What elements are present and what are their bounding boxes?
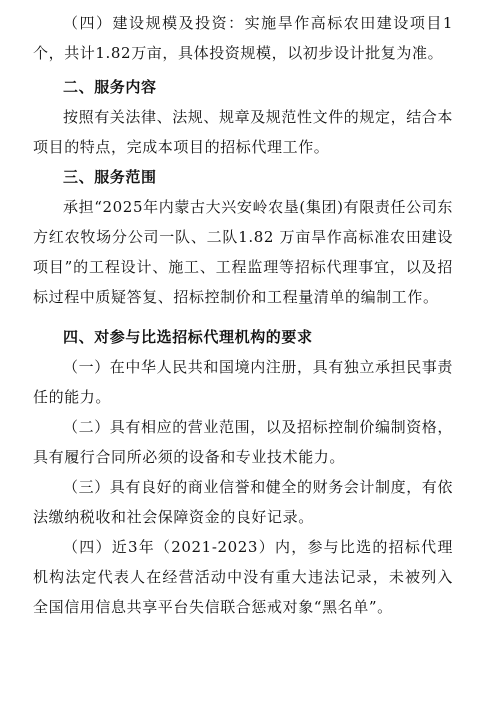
heading-service-content: 二、服务内容 bbox=[63, 78, 157, 96]
requirement-1: （一）在中华人民共和国境内注册，具有独立承担民事责任的能力。 bbox=[33, 358, 454, 406]
paragraph-service-scope: 承担“2025年内蒙古大兴安岭农垦(集团)有限责任公司东方红农牧场分公司一队、二队1.82 万亩旱作高标准农田建设项目”的工程设计、施工、工程监理等招标代理事宜，以及招标过程中质疑答复、招标控制价和工程量清单的编制工作。 bbox=[33, 198, 453, 306]
paragraph-service-content: 按照有关法律、法规、规章及规范性文件的规定，结合本项目的特点，完成本项目的招标代理工作。 bbox=[33, 108, 454, 156]
heading-agency-requirements: 四、对参与比选招标代理机构的要求 bbox=[63, 328, 313, 346]
requirement-2: （二）具有相应的营业范围，以及招标控制价编制资格，具有履行合同所必须的设备和专业技术能力。 bbox=[33, 418, 454, 466]
paragraph-construction-scale: （四）建设规模及投资：实施旱作高标农田建设项目1个，共计1.82万亩，具体投资规模，以初步设计批复为准。 bbox=[33, 14, 453, 62]
requirement-4: （四）近3年（2021-2023）内，参与比选的招标代理机构法定代表人在经营活动中没有重大违法记录，未被列入全国信用信息共享平台失信联合惩戒对象“黑名单”。 bbox=[33, 538, 453, 616]
spacer bbox=[33, 312, 453, 322]
requirement-3: （三）具有良好的商业信誉和健全的财务会计制度，有依法缴纳税收和社会保障资金的良好记录。 bbox=[33, 478, 454, 526]
heading-service-scope: 三、服务范围 bbox=[63, 168, 157, 186]
